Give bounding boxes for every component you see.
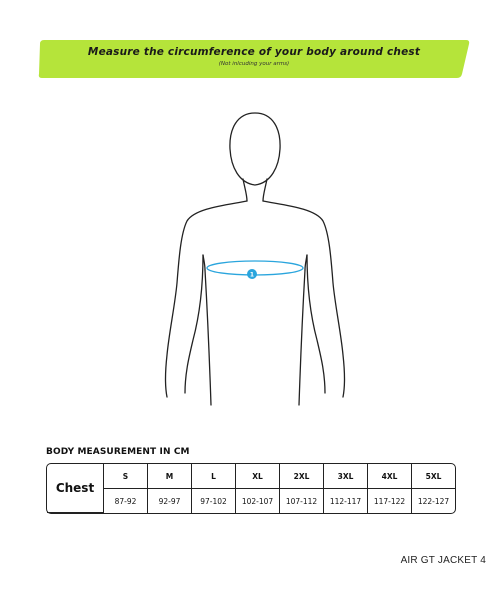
size-header: L [192, 464, 236, 489]
table-value-row [47, 489, 455, 513]
table-header-row [47, 464, 455, 489]
size-header: S [104, 464, 148, 489]
chest-value: 122-127 [417, 496, 450, 506]
row-label-chest: Chest [47, 464, 104, 513]
chest-value: 102-107 [236, 489, 280, 513]
chest-value: 117-122 [368, 489, 412, 513]
chest-value: 97-102 [192, 489, 236, 513]
table-title: BODY MEASUREMENT IN CM [46, 447, 190, 457]
size-header: M [148, 464, 192, 489]
size-chart-table [46, 463, 456, 514]
banner-title: Measure the circumference of your body around chest [87, 46, 421, 58]
chest-value: 92-97 [148, 489, 192, 513]
size-header: 3XL [324, 464, 368, 489]
chest-value: 112-117 [324, 489, 368, 513]
banner-subtitle: (Not inlcuding your arms) [218, 61, 290, 67]
product-name-footer: AIR GT JACKET 4 [400, 555, 486, 566]
size-header: 5XL [412, 464, 455, 489]
size-header: 4XL [368, 464, 412, 489]
chest-value: 107-112 [280, 489, 324, 513]
chest-value: 87-92 [104, 489, 148, 513]
instruction-banner [38, 40, 470, 78]
size-header: XL [236, 464, 280, 489]
size-header: 2XL [280, 464, 324, 489]
body-figure-illustration [155, 105, 355, 425]
measurement-marker-label: 1 [249, 271, 255, 279]
